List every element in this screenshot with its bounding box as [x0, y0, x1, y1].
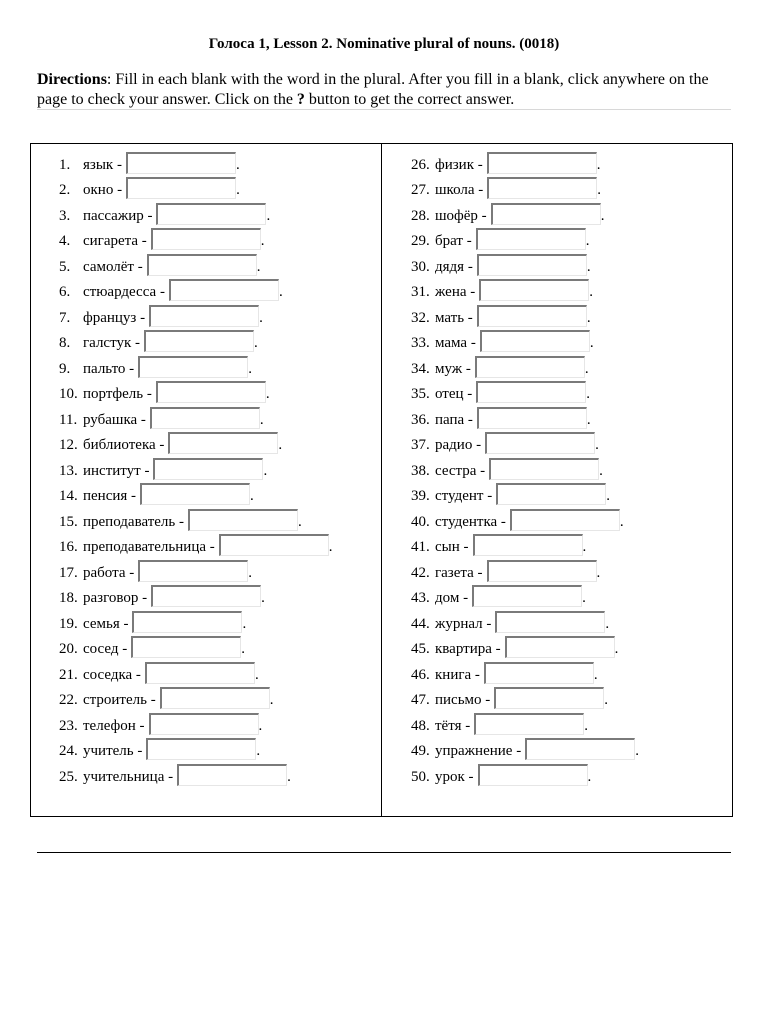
item-word: журнал - — [435, 615, 492, 632]
item-terminator: . — [600, 207, 605, 224]
top-divider — [37, 109, 731, 110]
item-terminator: . — [595, 437, 599, 453]
answer-blank[interactable] — [149, 305, 259, 327]
item-terminator: . — [298, 513, 302, 530]
left-column — [59, 148, 333, 786]
item-terminator: . — [586, 411, 591, 428]
exercise-item — [59, 607, 333, 633]
exercise-item — [411, 403, 639, 429]
item-word: мама - — [435, 335, 476, 351]
item-word: студентка - — [435, 513, 506, 530]
directions-label: Directions — [37, 71, 107, 88]
answer-blank[interactable] — [168, 432, 278, 454]
answer-blank[interactable] — [477, 305, 587, 327]
item-word: радио - — [435, 437, 482, 453]
item-number: 24. — [59, 743, 78, 759]
exercise-item — [59, 658, 333, 684]
item-word: брат - — [435, 233, 472, 249]
answer-blank[interactable] — [480, 330, 590, 352]
item-terminator: . — [586, 258, 591, 275]
answer-blank[interactable] — [485, 432, 595, 454]
exercise-item — [59, 429, 333, 455]
item-terminator: . — [266, 207, 271, 224]
item-word: работа - — [83, 564, 135, 581]
exercise-item — [59, 480, 333, 506]
item-number: 45. — [411, 641, 430, 657]
item-word: пенсия - — [83, 488, 137, 504]
answer-blank[interactable] — [131, 636, 241, 658]
item-word: семья - — [83, 615, 129, 632]
item-word: школа - — [435, 182, 484, 198]
answer-blank[interactable] — [477, 407, 587, 429]
item-number: 39. — [411, 488, 430, 504]
item-number: 3. — [59, 207, 71, 224]
item-number: 18. — [59, 590, 78, 606]
answer-blank[interactable] — [472, 585, 582, 607]
answer-blank[interactable] — [487, 560, 597, 582]
item-number: 20. — [59, 641, 78, 657]
item-number: 1. — [59, 156, 71, 173]
exercise-item — [411, 480, 639, 506]
answer-blank[interactable] — [169, 279, 279, 301]
answer-blank[interactable] — [146, 738, 256, 760]
exercise-item — [59, 276, 333, 302]
item-number: 21. — [59, 666, 78, 683]
item-number: 41. — [411, 539, 430, 555]
item-terminator: . — [261, 590, 265, 606]
item-terminator: . — [269, 692, 274, 708]
item-word: строитель - — [83, 692, 156, 708]
exercise-item — [59, 403, 333, 429]
item-number: 46. — [411, 666, 430, 683]
item-terminator: . — [236, 182, 240, 198]
answer-blank[interactable] — [525, 738, 635, 760]
exercise-item — [411, 454, 639, 480]
exercise-item — [411, 250, 639, 276]
item-word: институт - — [83, 462, 150, 479]
item-number: 5. — [59, 258, 71, 275]
exercise-item — [411, 199, 639, 225]
item-terminator: . — [265, 386, 270, 402]
item-word: папа - — [435, 411, 473, 428]
item-word: самолёт - — [83, 258, 143, 275]
item-terminator: . — [586, 386, 591, 402]
item-terminator: . — [586, 309, 591, 326]
exercise-item — [411, 658, 639, 684]
item-terminator: . — [589, 284, 594, 300]
right-column — [411, 148, 639, 786]
item-word: жена - — [435, 284, 476, 300]
exercise-item — [411, 633, 639, 659]
item-word: учитель - — [83, 743, 143, 759]
exercise-item — [59, 378, 333, 404]
item-number: 7. — [59, 309, 71, 326]
item-word: учительница - — [83, 768, 174, 785]
item-terminator: . — [599, 462, 603, 479]
answer-blank[interactable] — [491, 203, 601, 225]
item-word: квартира - — [435, 641, 501, 657]
item-word: отец - — [435, 386, 473, 402]
item-terminator: . — [253, 335, 258, 351]
item-number: 8. — [59, 335, 71, 351]
item-terminator: . — [259, 309, 263, 326]
item-word: дом - — [435, 590, 469, 606]
item-word: муж - — [435, 360, 471, 377]
item-terminator: . — [241, 641, 245, 657]
exercise-item — [411, 735, 639, 761]
answer-blank[interactable] — [479, 279, 589, 301]
item-terminator: . — [604, 692, 609, 708]
item-number: 23. — [59, 717, 78, 734]
item-number: 16. — [59, 539, 78, 555]
item-number: 37. — [411, 437, 430, 453]
answer-blank[interactable] — [153, 458, 263, 480]
item-terminator: . — [635, 743, 639, 759]
item-word: книга - — [435, 666, 480, 683]
item-number: 19. — [59, 615, 78, 632]
item-number: 43. — [411, 590, 430, 606]
exercise-item — [59, 505, 333, 531]
directions — [37, 70, 731, 110]
item-terminator: . — [597, 182, 602, 198]
item-word: студент - — [435, 488, 493, 504]
item-word: телефон - — [83, 717, 145, 734]
help-button-glyph: ? — [296, 91, 305, 108]
item-word: пассажир - — [83, 207, 153, 224]
answer-blank[interactable] — [487, 177, 597, 199]
answer-blank[interactable] — [177, 764, 287, 786]
item-terminator: . — [328, 539, 333, 555]
item-word: дядя - — [435, 258, 473, 275]
answer-blank[interactable] — [145, 662, 255, 684]
item-number: 42. — [411, 564, 430, 581]
exercise-item — [411, 531, 639, 557]
exercise-item — [59, 301, 333, 327]
item-terminator: . — [596, 156, 601, 173]
answer-blank[interactable] — [150, 407, 260, 429]
exercise-item — [59, 582, 333, 608]
item-terminator: . — [278, 284, 283, 300]
answer-blank[interactable] — [219, 534, 329, 556]
answer-blank[interactable] — [494, 687, 604, 709]
answer-blank[interactable] — [478, 764, 588, 786]
item-terminator: . — [248, 360, 252, 377]
item-terminator: . — [254, 666, 259, 683]
item-word: сын - — [435, 539, 469, 555]
item-word: разговор - — [83, 590, 148, 606]
item-number: 38. — [411, 462, 430, 479]
item-terminator: . — [582, 590, 586, 606]
item-number: 30. — [411, 258, 430, 275]
item-terminator: . — [584, 717, 588, 734]
answer-blank[interactable] — [132, 611, 242, 633]
item-number: 44. — [411, 615, 430, 632]
item-word: сосед - — [83, 641, 128, 657]
item-number: 49. — [411, 743, 430, 759]
exercise-item — [59, 148, 333, 174]
item-terminator: . — [614, 641, 619, 657]
item-number: 47. — [411, 692, 430, 708]
item-number: 22. — [59, 692, 78, 708]
item-terminator: . — [248, 564, 252, 581]
exercise-item — [59, 709, 333, 735]
item-terminator: . — [242, 615, 247, 632]
item-number: 32. — [411, 309, 430, 326]
item-word: рубашка - — [83, 411, 146, 428]
item-number: 28. — [411, 207, 430, 224]
item-number: 50. — [411, 768, 430, 785]
item-number: 36. — [411, 411, 430, 428]
answer-blank[interactable] — [147, 254, 257, 276]
item-number: 11. — [59, 411, 78, 428]
item-word: библиотека - — [83, 437, 165, 453]
item-word: тётя - — [435, 717, 471, 734]
exercise-item — [411, 301, 639, 327]
item-word: мать - — [435, 309, 473, 326]
item-terminator: . — [256, 743, 261, 759]
exercise-item — [59, 735, 333, 761]
exercise-item — [59, 327, 333, 353]
item-terminator: . — [287, 768, 291, 785]
item-terminator: . — [589, 335, 594, 351]
directions-text-1: : Fill in each blank with the word in the plural. After you fill in a blank, click anywhere on the page to check your answer. Click on the — [37, 71, 709, 108]
item-word: упражнение - — [435, 743, 522, 759]
exercise-item — [411, 760, 639, 786]
answer-blank[interactable] — [510, 509, 620, 531]
answer-blank[interactable] — [160, 687, 270, 709]
exercise-item — [411, 582, 639, 608]
answer-blank[interactable] — [476, 228, 586, 250]
item-word: француз - — [83, 309, 146, 326]
answer-blank[interactable] — [126, 177, 236, 199]
item-terminator: . — [256, 258, 261, 275]
exercise-item — [411, 378, 639, 404]
answer-blank[interactable] — [144, 330, 254, 352]
answer-blank[interactable] — [487, 152, 597, 174]
item-number: 10. — [59, 386, 78, 402]
item-word: портфель - — [83, 386, 152, 402]
exercise-item — [411, 684, 639, 710]
item-number: 40. — [411, 513, 430, 530]
page-title: Голоса 1, Lesson 2. Nominative plural of nouns. (0018) — [208, 36, 560, 52]
answer-blank[interactable] — [496, 483, 606, 505]
item-terminator: . — [606, 488, 610, 504]
exercise-item — [411, 225, 639, 251]
answer-blank[interactable] — [126, 152, 236, 174]
item-word: физик - — [435, 156, 483, 173]
item-word: окно - — [83, 182, 123, 198]
item-terminator: . — [235, 156, 240, 173]
item-number: 17. — [59, 564, 78, 581]
answer-blank[interactable] — [188, 509, 298, 531]
directions-text-2: button to get the correct answer. — [304, 91, 515, 108]
item-word: галстук - — [83, 335, 140, 351]
exercise-item — [411, 352, 639, 378]
item-word: язык - — [83, 156, 122, 173]
answer-blank[interactable] — [149, 713, 259, 735]
answer-blank[interactable] — [484, 662, 594, 684]
exercise-item — [411, 505, 639, 531]
item-number: 6. — [59, 284, 71, 300]
item-number: 29. — [411, 233, 430, 249]
exercise-item — [59, 684, 333, 710]
item-number: 26. — [411, 156, 430, 173]
exercise-item — [411, 556, 639, 582]
exercise-item — [59, 174, 333, 200]
item-terminator: . — [596, 564, 601, 581]
item-number: 33. — [411, 335, 430, 351]
item-terminator: . — [250, 488, 254, 504]
item-word: пальто - — [83, 360, 135, 377]
item-number: 14. — [59, 488, 78, 504]
answer-blank[interactable] — [475, 356, 585, 378]
answer-blank[interactable] — [156, 381, 266, 403]
item-word: преподаватель - — [83, 513, 185, 530]
answer-blank[interactable] — [140, 483, 250, 505]
item-word: сигарета - — [83, 233, 147, 249]
answer-blank[interactable] — [477, 254, 587, 276]
item-terminator: . — [593, 666, 598, 683]
column-divider — [381, 143, 382, 817]
exercise-item — [411, 174, 639, 200]
item-word: соседка - — [83, 666, 141, 683]
item-number: 25. — [59, 768, 78, 785]
exercise-item — [411, 327, 639, 353]
answer-blank[interactable] — [473, 534, 583, 556]
answer-blank[interactable] — [151, 228, 261, 250]
bottom-divider — [37, 852, 731, 853]
exercise-item — [59, 454, 333, 480]
exercise-item — [59, 250, 333, 276]
exercise-item — [59, 633, 333, 659]
item-number: 15. — [59, 513, 78, 530]
item-word: преподавательница - — [83, 539, 215, 555]
item-terminator: . — [587, 768, 592, 785]
item-terminator: . — [605, 615, 610, 632]
answer-blank[interactable] — [476, 381, 586, 403]
item-number: 2. — [59, 182, 71, 198]
exercise-item — [59, 556, 333, 582]
item-terminator: . — [258, 717, 263, 734]
exercise-item — [411, 148, 639, 174]
exercise-item — [411, 429, 639, 455]
item-terminator: . — [584, 360, 589, 377]
item-terminator: . — [263, 462, 268, 479]
answer-blank[interactable] — [156, 203, 266, 225]
item-terminator: . — [260, 233, 265, 249]
item-word: письмо - — [435, 692, 491, 708]
answer-blank[interactable] — [138, 356, 248, 378]
answer-blank[interactable] — [138, 560, 248, 582]
exercise-item — [411, 709, 639, 735]
item-terminator: . — [259, 411, 264, 428]
answer-blank[interactable] — [151, 585, 261, 607]
item-number: 4. — [59, 233, 71, 249]
item-terminator: . — [585, 233, 590, 249]
item-terminator: . — [619, 513, 624, 530]
exercise-item — [411, 276, 639, 302]
exercise-item — [411, 607, 639, 633]
exercise-item — [59, 531, 333, 557]
item-number: 48. — [411, 717, 430, 734]
exercise-item — [59, 225, 333, 251]
answer-blank[interactable] — [474, 713, 584, 735]
exercise-item — [59, 199, 333, 225]
item-number: 9. — [59, 360, 71, 377]
item-number: 13. — [59, 462, 78, 479]
item-terminator: . — [582, 539, 587, 555]
item-word: газета - — [435, 564, 483, 581]
answer-blank[interactable] — [489, 458, 599, 480]
item-number: 35. — [411, 386, 430, 402]
item-word: шофёр - — [435, 207, 487, 224]
item-terminator: . — [278, 437, 283, 453]
item-number: 31. — [411, 284, 430, 300]
item-number: 27. — [411, 182, 430, 198]
item-word: урок - — [435, 768, 474, 785]
item-number: 34. — [411, 360, 430, 377]
exercise-item — [59, 352, 333, 378]
item-word: сестра - — [435, 462, 486, 479]
item-number: 12. — [59, 437, 78, 453]
answer-blank[interactable] — [505, 636, 615, 658]
exercise-item — [59, 760, 333, 786]
item-word: стюардесса - — [83, 284, 165, 300]
answer-blank[interactable] — [495, 611, 605, 633]
